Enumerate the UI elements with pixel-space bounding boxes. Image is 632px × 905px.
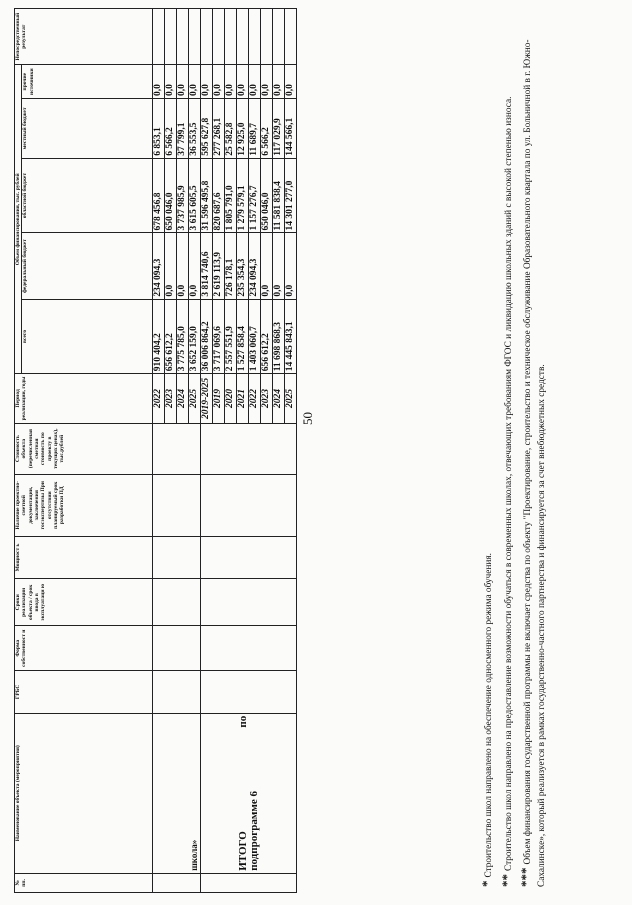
empty-cell (201, 536, 297, 579)
period-cell: 2019-2025 (201, 374, 213, 423)
total-cell: 3 775 785,0 (177, 299, 189, 374)
federal-cell: 0,0 (165, 233, 177, 299)
empty-cell (201, 423, 297, 474)
federal-cell: 0,0 (273, 233, 285, 299)
table-row (153, 9, 165, 893)
total-cell: 910 404,2 (153, 299, 165, 374)
total-cell: 3 717 069,6 (213, 299, 225, 374)
footnotes (480, 17, 552, 887)
col-other: прочие источники (22, 65, 153, 99)
federal-cell: 3 814 740,6 (201, 233, 213, 299)
result-cell (285, 9, 297, 65)
result-cell (189, 9, 201, 65)
num-cell (201, 873, 297, 892)
result-cell (249, 9, 261, 65)
total-cell: 1 527 858,4 (237, 299, 249, 374)
total-cell: 656 612,2 (165, 299, 177, 374)
table-body (153, 9, 297, 893)
col-federal: федеральный бюджет (22, 233, 153, 299)
empty-cell (201, 671, 297, 714)
col-name: Наименование объекта (мероприятия) (15, 713, 153, 873)
other-cell: 0,0 (237, 65, 249, 99)
period-cell: 2022 (249, 374, 261, 423)
other-cell: 0,0 (225, 65, 237, 99)
regional-cell: 31 596 495,8 (201, 158, 213, 233)
col-local: местный бюджет (22, 99, 153, 159)
total-cell: 2 557 551,9 (225, 299, 237, 374)
period-cell: 2025 (189, 374, 201, 423)
empty-cell (153, 536, 201, 579)
result-cell (153, 9, 165, 65)
other-cell: 0,0 (285, 65, 297, 99)
other-cell: 0,0 (153, 65, 165, 99)
col-cost: Стоимость объекта (перечисленная сметная стоимость по проекту в текущих ценах), тыс.рублей (15, 423, 153, 474)
col-num: № пп. (15, 873, 153, 892)
federal-cell: 234 094,3 (249, 233, 261, 299)
col-ownership: Форма собственност и (15, 626, 153, 671)
federal-cell: 0,0 (177, 233, 189, 299)
regional-cell: 3 737 985,9 (177, 158, 189, 233)
total-cell: 1 403 060,7 (249, 299, 261, 374)
empty-cell (201, 579, 297, 626)
total-cell: 656 612,2 (261, 299, 273, 374)
object-name: школа» (153, 713, 201, 873)
total-label-3: подпрограмме 6 (247, 791, 260, 871)
regional-cell: 650 046,0 (261, 158, 273, 233)
total-cell: 36 006 864,2 (201, 299, 213, 374)
total-cell: 3 652 159,0 (189, 299, 201, 374)
period-cell: 2019 (213, 374, 225, 423)
other-cell: 0,0 (165, 65, 177, 99)
total-cell: 14 445 843,1 (285, 299, 297, 374)
other-cell: 0,0 (177, 65, 189, 99)
federal-cell: 0,0 (285, 233, 297, 299)
local-cell: 144 566,1 (285, 99, 297, 159)
period-cell: 2021 (237, 374, 249, 423)
result-cell (201, 9, 213, 65)
empty-cell (153, 474, 201, 536)
total-label (201, 713, 297, 873)
total-label-1: ИТОГО (236, 831, 249, 871)
footnote-2: **Строительство школ направлено на предоставление возможности обучаться в современных школах, отвечающих требованиям ФГОС и ликвидацию школьных зданий с высокой степенью износа. (498, 96, 514, 887)
local-cell: 37 799,1 (177, 99, 189, 159)
federal-cell: 234 094,3 (153, 233, 165, 299)
result-cell (213, 9, 225, 65)
other-cell: 0,0 (213, 65, 225, 99)
result-cell (237, 9, 249, 65)
funding-table (14, 8, 297, 893)
regional-cell: 11 581 838,4 (273, 158, 285, 233)
local-cell: 36 553,5 (189, 99, 201, 159)
local-cell: 117 029,9 (273, 99, 285, 159)
federal-cell: 2 619 113,9 (213, 233, 225, 299)
result-cell (261, 9, 273, 65)
num-cell (153, 873, 201, 892)
col-capacity: Мощност ь (15, 536, 153, 579)
empty-cell (153, 626, 201, 671)
other-cell: 0,0 (273, 65, 285, 99)
col-regional: областной бюджет (22, 158, 153, 233)
period-cell: 2022 (153, 374, 165, 423)
regional-cell: 1 279 579,1 (237, 158, 249, 233)
other-cell: 0,0 (201, 65, 213, 99)
regional-cell: 820 687,6 (213, 158, 225, 233)
regional-cell: 1 805 791,0 (225, 158, 237, 233)
footnote-3: ***Объем финансирования государственной программы не включает средства по объекту "Проектирование, строительство и техническое обслуживание Образовательного квартала по ул. Больничной в г. Южно-Сахалинске», который реализуется в рамках государственно-частного партнерства и финансируется за счет внебюджетных средств. (518, 39, 547, 887)
period-cell: 2024 (273, 374, 285, 423)
col-grbs: ГРБС (15, 671, 153, 714)
regional-cell: 14 301 277,0 (285, 158, 297, 233)
empty-cell (153, 579, 201, 626)
local-cell: 277 268,1 (213, 99, 225, 159)
col-total: всего (22, 299, 153, 374)
period-cell: 2023 (261, 374, 273, 423)
federal-cell: 726 178,1 (225, 233, 237, 299)
result-cell (225, 9, 237, 65)
result-cell (177, 9, 189, 65)
period-cell: 2025 (285, 374, 297, 423)
col-funding: Объем финансирования, тыс. рублей (15, 65, 22, 374)
local-cell: 25 582,8 (225, 99, 237, 159)
federal-cell: 235 354,3 (237, 233, 249, 299)
period-cell: 2020 (225, 374, 237, 423)
period-cell: 2023 (165, 374, 177, 423)
local-cell: 6 853,1 (153, 99, 165, 159)
result-cell (273, 9, 285, 65)
total-label-2: по (236, 715, 249, 728)
period-cell: 2024 (177, 374, 189, 423)
result-cell (165, 9, 177, 65)
empty-cell (153, 423, 201, 474)
other-cell: 0,0 (189, 65, 201, 99)
local-cell: 12 925,0 (237, 99, 249, 159)
federal-cell: 0,0 (261, 233, 273, 299)
local-cell: 6 566,2 (165, 99, 177, 159)
federal-cell: 0,0 (189, 233, 201, 299)
header-row (15, 9, 22, 893)
regional-cell: 678 456,8 (153, 158, 165, 233)
local-cell: 595 627,8 (201, 99, 213, 159)
other-cell: 0,0 (249, 65, 261, 99)
other-cell: 0,0 (261, 65, 273, 99)
local-cell: 11 689,7 (249, 99, 261, 159)
empty-cell (153, 671, 201, 714)
regional-cell: 1 157 276,7 (249, 158, 261, 233)
footnote-1: *Строительство школ направлено на обеспечение односменного режима обучения. (479, 553, 494, 887)
page-number: 50 (300, 412, 315, 425)
empty-cell (201, 626, 297, 671)
table-row (201, 9, 213, 893)
col-period: Период реализации, годы (15, 374, 153, 423)
col-ext-result: Непосредственный результат (15, 9, 153, 65)
regional-cell: 3 615 605,5 (189, 158, 201, 233)
local-cell: 6 566,2 (261, 99, 273, 159)
col-deadline: Сроки реализации объекта / срок ввода в эксплуатаци ю (15, 579, 153, 626)
regional-cell: 650 046,0 (165, 158, 177, 233)
col-docs: Наличие проектно-сметной документации, заключения госэкспертизы При отсутствии планируемый срок разработки ПД (15, 474, 153, 536)
total-cell: 11 698 868,3 (273, 299, 285, 374)
empty-cell (201, 474, 297, 536)
